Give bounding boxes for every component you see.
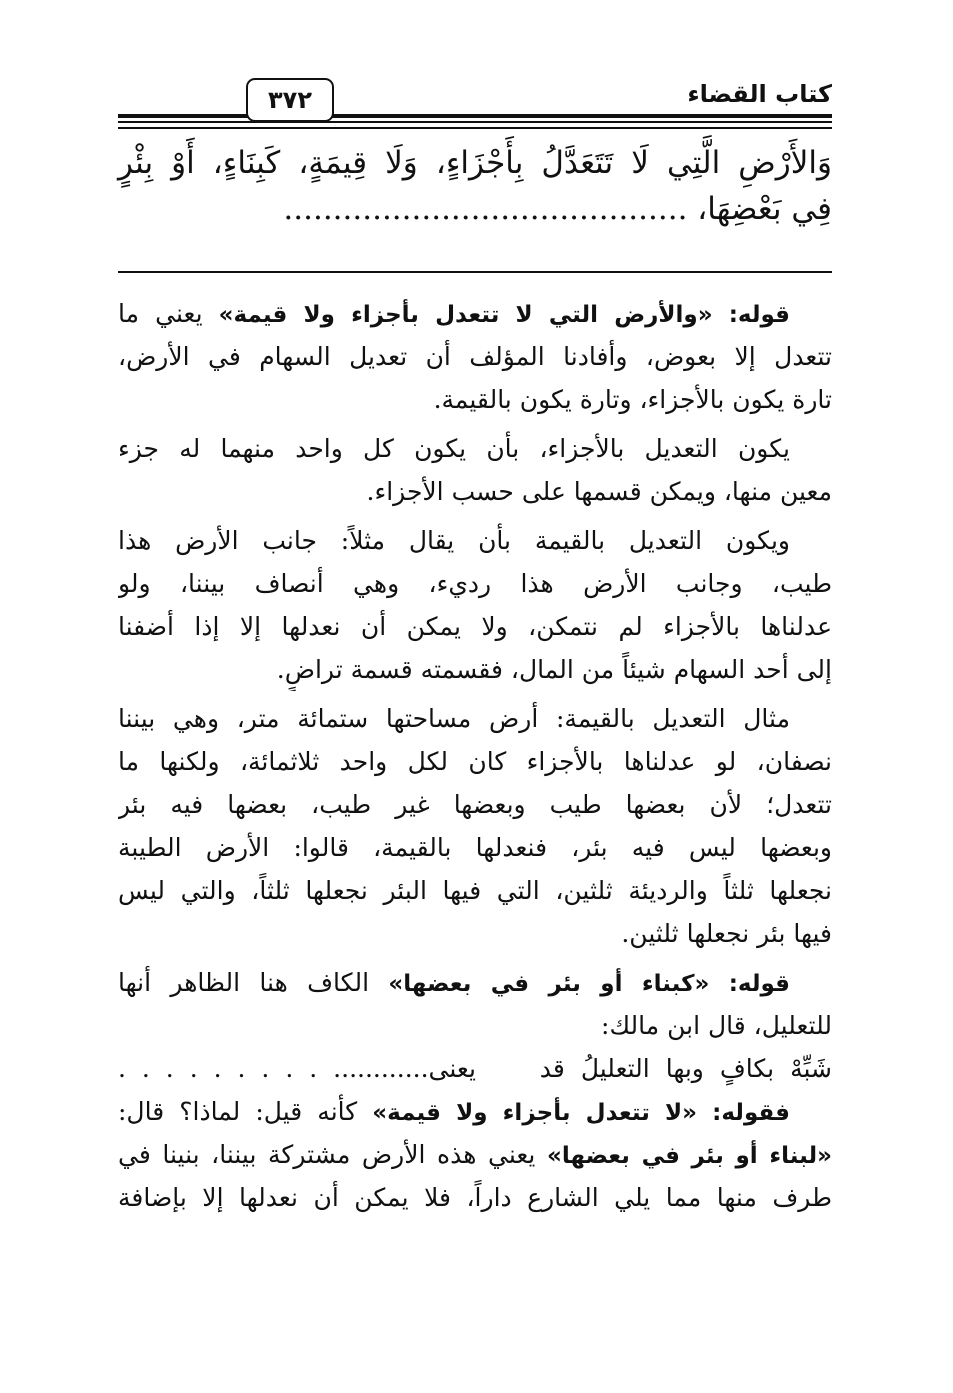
matn-line-text: فِي بَعْضِهَا،	[697, 191, 832, 227]
paragraph-line: عدلناها بالأجزاء لم نتمكن، ولا يمكن أن نعدلها إلا إذا أضفنا	[118, 612, 832, 641]
paragraph-line: وبعضها ليس فيه بئر، فنعدلها بالقيمة، قالوا: الأرض الطيبة	[118, 833, 832, 862]
paragraph-line: طرف منها مما يلي الشارع داراً، فلا يمكن أن نعدلها إلا بإضافة	[118, 1183, 832, 1212]
quoted-matn: «لبناء أو بئر في بعضها»	[546, 1143, 832, 1169]
page-number: ٣٧٢	[246, 78, 334, 122]
paragraph-line	[118, 292, 832, 335]
poetry-verse	[118, 1047, 832, 1090]
running-title: كتاب القضاء	[687, 80, 832, 108]
paragraph-line	[118, 1090, 832, 1133]
paragraph-line: تتعدل؛ لأن بعضها طيب وبعضها غير طيب، بعضها فيه بئر	[118, 790, 832, 819]
verse-hemistich: يعنى	[428, 1054, 476, 1083]
paragraph-line: إلى أحد السهام شيئاً من المال، فقسمته قسمة تراضٍ.	[276, 655, 832, 684]
paragraph-line	[118, 1133, 832, 1176]
quoted-matn: فقوله:	[697, 1100, 790, 1126]
page-header	[118, 78, 832, 134]
header-rule-thick	[118, 114, 832, 118]
quoted-matn: «لا تتعدل بأجزاء ولا قيمة»	[372, 1100, 698, 1126]
matn-text	[118, 140, 832, 232]
verse-ellipsis: . . . . . . . . .	[118, 1054, 318, 1083]
paragraph-line: تتعدل إلا بعوض، وأفادنا المؤلف أن تعديل السهام في الأرض،	[118, 342, 832, 371]
paragraph-line: فيها بئر نجعلها ثلثين.	[621, 919, 832, 948]
paragraph-line: معين منها، ويمكن قسمها على حسب الأجزاء.	[366, 477, 832, 506]
quoted-matn: قوله: «والأرض التي لا تتعدل بأجزاء ولا قيمة»	[218, 302, 790, 328]
paragraph-line	[118, 961, 832, 1004]
paragraph-line: ويكون التعديل بالقيمة بأن يقال مثلاً: جانب الأرض هذا	[118, 526, 790, 555]
paragraph-line: للتعليل، قال ابن مالك:	[601, 1011, 832, 1040]
line-text: يعني هذه الأرض مشتركة بيننا، بنينا في	[118, 1140, 547, 1169]
quoted-matn: قوله: «كبناء أو بئر في بعضها»	[388, 971, 790, 997]
line-text: يعني ما	[118, 299, 219, 328]
paragraph-line: طيب، وجانب الأرض هذا رديء، وهي أنصاف بيننا، ولو	[118, 569, 832, 598]
commentary-text	[118, 292, 832, 1219]
verse-hemistich: شَبِّهْ بكافٍ وبها التعليلُ قد	[539, 1054, 832, 1083]
paragraph-line: نصفان، لو عدلناها بالأجزاء كان لكل واحد ثلاثمائة، ولكنها ما	[118, 747, 832, 776]
line-text: الكاف هنا الظاهر أنها	[118, 968, 389, 997]
header-rule-thin	[118, 121, 832, 123]
matn-line	[118, 186, 832, 232]
matn-ellipsis: .........................................	[283, 191, 688, 227]
verse-ellipsis: ............	[333, 1054, 429, 1083]
paragraph-line: تارة يكون بالأجزاء، وتارة يكون بالقيمة.	[433, 385, 832, 414]
paragraph-line: نجعلها ثلثاً والرديئة ثلثين، التي فيها البئر نجعلها ثلثاً، والتي ليس	[118, 876, 832, 905]
line-text: كأنه قيل: لماذا؟ قال:	[118, 1097, 373, 1126]
paragraph-line: مثال التعديل بالقيمة: أرض مساحتها ستمائة متر، وهي بيننا	[118, 704, 790, 733]
header-rule-thin	[118, 127, 832, 129]
paragraph-line: يكون التعديل بالأجزاء، بأن يكون كل واحد منهما له جزء	[118, 434, 790, 463]
matn-divider	[118, 271, 832, 273]
matn-line: وَالأَرْضِ الَّتِي لَا تَتَعَدَّلُ بِأَجْزَاءٍ، وَلَا قِيمَةٍ، كَبِنَاءٍ، أَوْ بِئْرٍ	[118, 145, 832, 181]
